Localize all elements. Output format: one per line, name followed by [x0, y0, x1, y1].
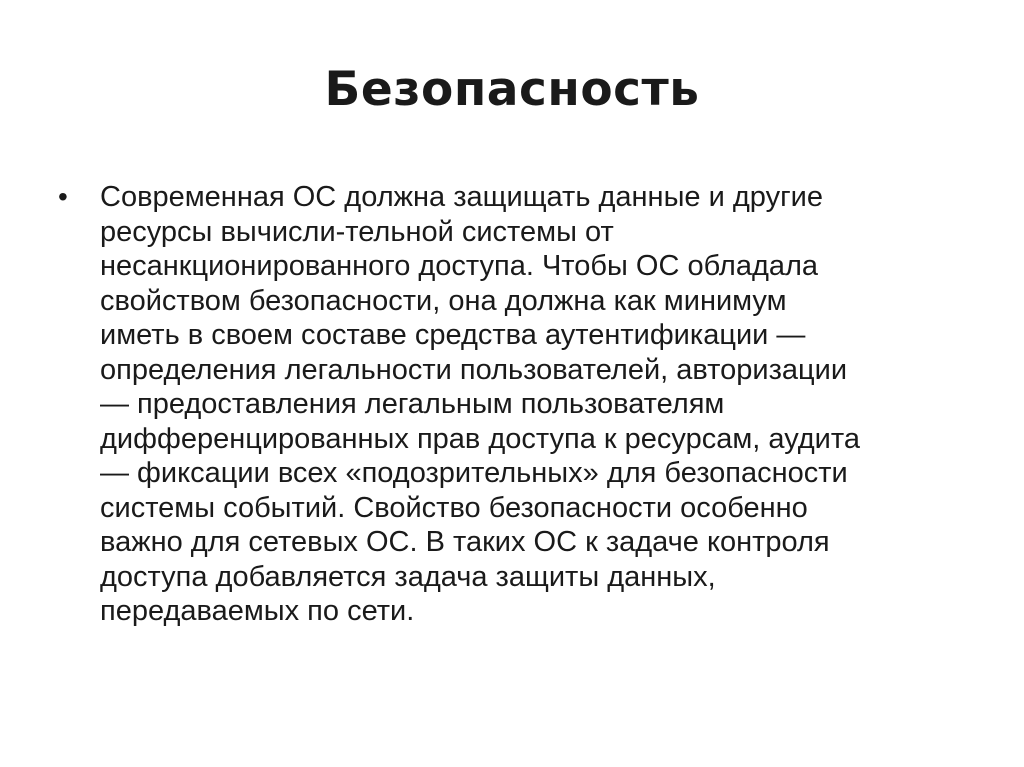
bullet-text-line: — фиксации всех «подозрительных» для безопасности [100, 457, 848, 489]
bullet-text-line: важно для сетевых ОС. В таких ОС к задаче контроля [100, 526, 830, 558]
bullet-text-line: — предоставления легальным пользователям [100, 388, 725, 420]
bullet-text-line: Современная ОС должна защищать данные и другие [100, 181, 823, 213]
bullet-list [58, 180, 958, 629]
bullet-text-line: несанкционированного доступа. Чтобы ОС обладала [100, 250, 819, 282]
bullet-point-icon: • [58, 181, 68, 212]
bullet-text-line: ресурсы вычисли-тельной системы от [100, 215, 614, 248]
bullet-text-line: определения легальности пользователей, авторизации [100, 353, 848, 386]
bullet-item [58, 180, 958, 629]
bullet-text-line: доступа добавляется задача защиты данных, [100, 560, 716, 593]
bullet-text-line: иметь в своем составе средства аутентификации — [100, 319, 806, 351]
slide-title: Безопасность [324, 62, 700, 117]
bullet-text-line: системы событий. Свойство безопасности особенно [100, 491, 808, 524]
bullet-text-line: дифференцированных прав доступа к ресурсам, аудита [100, 422, 860, 455]
bullet-text-line: передаваемых по сети. [100, 595, 415, 627]
bullet-text-line: свойством безопасности, она должна как минимум [100, 284, 787, 317]
